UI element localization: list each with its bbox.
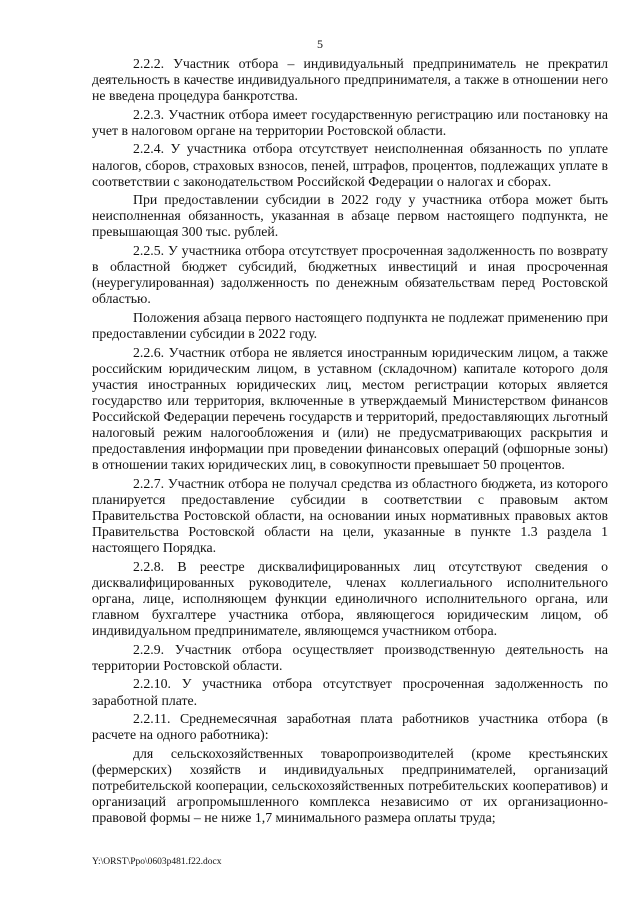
paragraph-2-2-11: 2.2.11. Среднемесячная заработная плата работников участника отбора (в расчете на одного работника): xyxy=(92,711,608,743)
paragraph-2-2-4: 2.2.4. У участника отбора отсутствует неисполненная обязанность по уплате налогов, сборов, страховых взносов, пеней, штрафов, процентов, подлежащих уплате в соответствии с законодательством Российской Федерации о налогах и сборах. xyxy=(92,141,608,189)
paragraph-2-2-9: 2.2.9. Участник отбора осуществляет производственную деятельность на территории Ростовской области. xyxy=(92,641,608,673)
paragraph-2-2-3: 2.2.3. Участник отбора имеет государственную регистрацию или постановку на учет в налоговом органе на территории Ростовской области. xyxy=(92,106,608,138)
paragraph-2-2-4-note: При предоставлении субсидии в 2022 году у участника отбора может быть неисполненная обязанность, указанная в абзаце первом настоящего подпункта, не превышающая 300 тыс. рублей. xyxy=(92,192,608,240)
paragraph-2-2-5-note: Положения абзаца первого настоящего подпункта не подлежат применению при предоставлении субсидии в 2022 году. xyxy=(92,309,608,341)
paragraph-2-2-11-item: для сельскохозяйственных товаропроизводителей (кроме крестьянских (фермерских) хозяйств и индивидуальных предпринимателей, организаций потребительской кооперации, сельскохозяйственных потребительских кооперативов) и организаций агропромышленного комплекса независимо от их организационно-правовой формы – не ниже 1,7 минимального размера оплаты труда; xyxy=(92,745,608,826)
page-number: 5 xyxy=(317,37,323,51)
document-body xyxy=(92,56,608,829)
paragraph-2-2-5: 2.2.5. У участника отбора отсутствует просроченная задолженность по возврату в областной бюджет субсидий, бюджетных инвестиций и иная просроченная (неурегулированная) задолженность по денежным обязательствам перед Ростовской областью. xyxy=(92,243,608,307)
paragraph-2-2-10: 2.2.10. У участника отбора отсутствует просроченная задолженность по заработной плате. xyxy=(92,676,608,708)
paragraph-2-2-7: 2.2.7. Участник отбора не получал средства из областного бюджета, из которого планируется предоставление субсидии в соответствии с правовым актом Правительства Ростовской области, на основании иных нормативных правовых актов Правительства Ростовской области на цели, указанные в пункте 1.3 раздела 1 настоящего Порядка. xyxy=(92,475,608,556)
paragraph-2-2-8: 2.2.8. В реестре дисквалифицированных лиц отсутствуют сведения о дисквалифицированных руководителе, членах коллегиального исполнительного органа, лице, исполняющем функции единоличного исполнительного органа, или главном бухгалтере участника отбора, являющегося юридическим лицом, об индивидуальном предпринимателе, являющемся участником отбора. xyxy=(92,558,608,639)
paragraph-2-2-2: 2.2.2. Участник отбора – индивидуальный предприниматель не прекратил деятельность в качестве индивидуального предпринимателя, а также в отношении него не введена процедура банкротства. xyxy=(92,56,608,104)
paragraph-2-2-6: 2.2.6. Участник отбора не является иностранным юридическим лицом, а также российским юридическим лицом, в уставном (складочном) капитале которого доля участия иностранных юридических лиц, местом регистрации которых является государство или территория, включенные в утверждаемый Министерством финансов Российской Федерации перечень государств и территорий, предоставляющих льготный налоговый режим налогообложения и (или) не предусматривающих раскрытия и предоставления информации при проведении финансовых операций (офшорные зоны) в отношении таких юридических лиц, в совокупности превышает 50 процентов. xyxy=(92,344,608,473)
file-path-footer: Y:\ORST\Ppo\0603p481.f22.docx xyxy=(92,857,222,867)
